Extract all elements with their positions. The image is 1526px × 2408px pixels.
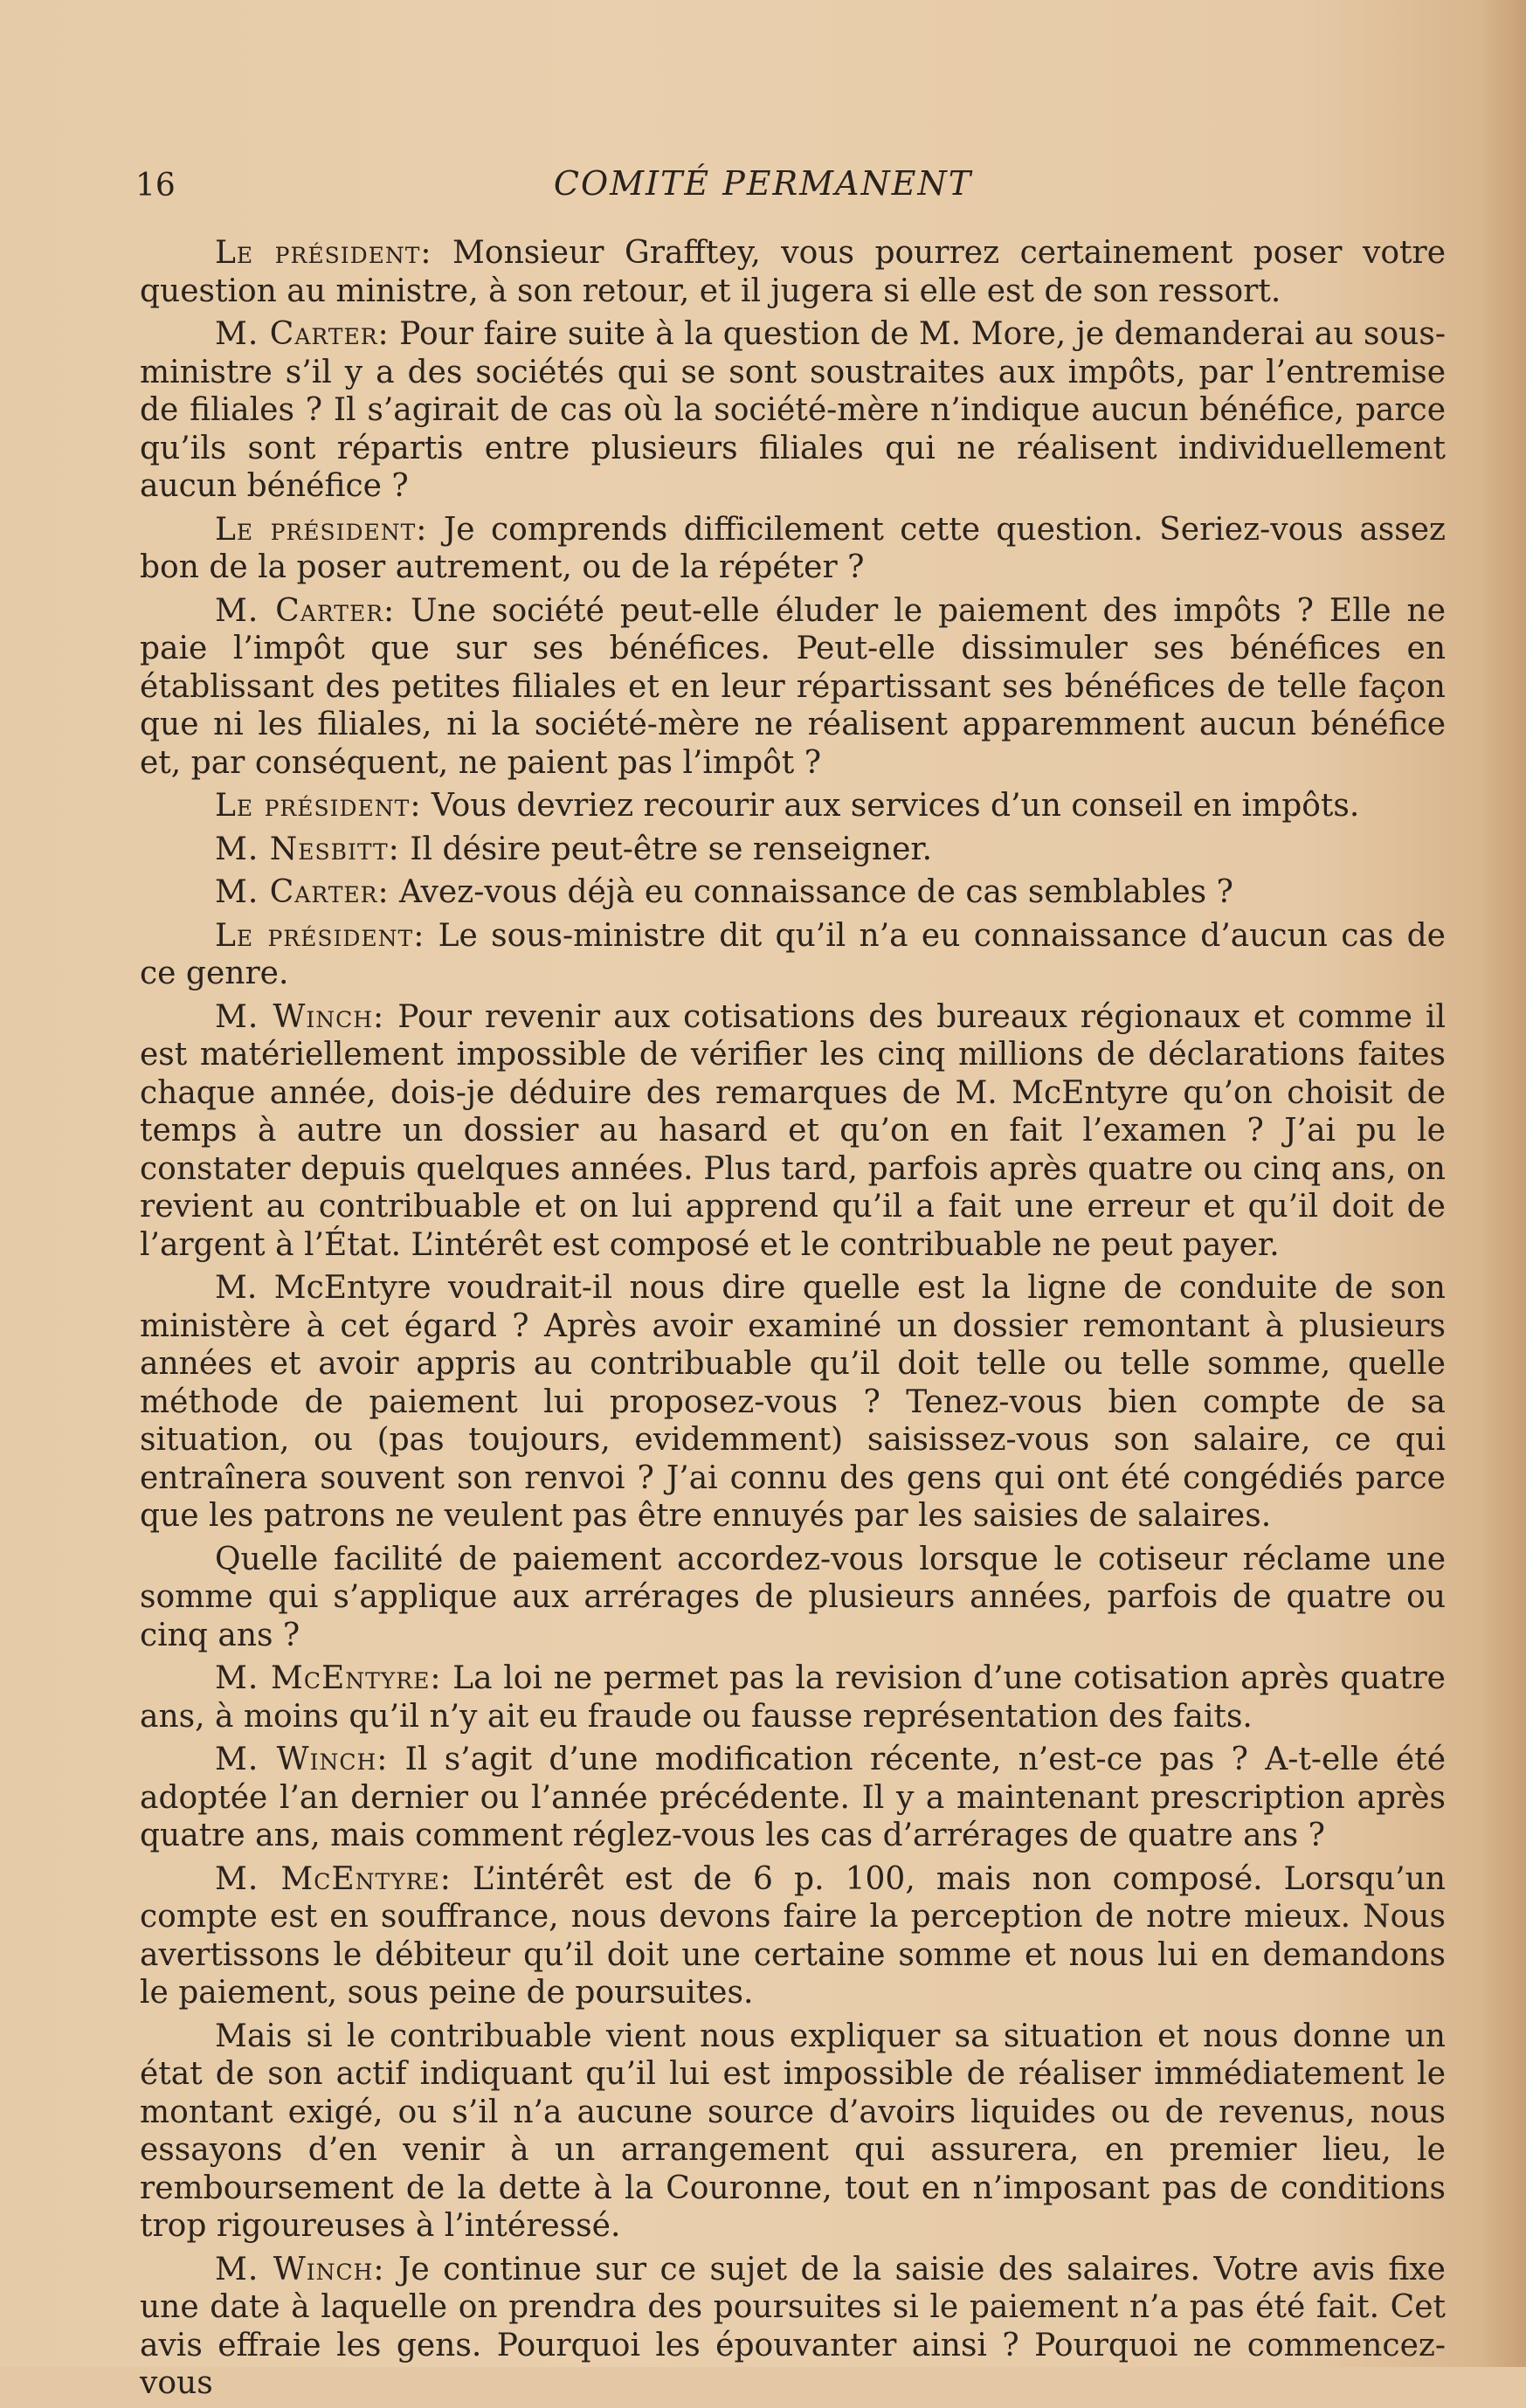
speaker-label: M. Carter: — [215, 874, 390, 910]
paragraph-text: Je comprends difficilement cette question. Seriez-vous assez bon de la poser autrement, ou de la répéter ? — [140, 511, 1446, 585]
paragraph-text: Pour revenir aux cotisations des bureaux régionaux et comme il est matériellement impossible de vérifier les cinq millions de déclarations faites chaque année, dois-je déduire des remarques de M. McEntyre qu’on choisit de temps à autre un dossier au hasard et qu’on en fait l’examen ? J’ai pu le constater depuis quelques années. Plus tard, parfois après quatre ou cinq ans, on revient au contribuable et on lui apprend qu’il a fait une erreur et qu’il doit de l’argent à l’État. L’intérêt est composé et le contribuable ne peut payer. — [140, 998, 1447, 1263]
paragraph-text: Quelle facilité de paiement accordez-vous lorsque le cotiseur réclame une somme qui s’applique aux arrérages de plusieurs années, parfois de quatre ou cinq ans ? — [140, 1541, 1446, 1653]
paragraph — [140, 998, 1446, 1265]
paragraph — [140, 2018, 1446, 2246]
paragraph-text: Il désire peut-être se renseigner. — [399, 831, 933, 867]
paragraph — [140, 787, 1446, 825]
speaker-label: Le président: — [215, 917, 425, 954]
speaker-label: M. Nesbitt: — [215, 831, 400, 867]
transcript-body — [140, 234, 1446, 2408]
paragraph-text: Pour faire suite à la question de M. More, je demanderai au sous-ministre s’il y a des sociétés qui se sont soustraites aux impôts, par l’entremise de filiales ? Il s’agirait de cas où la société-mère n’indique aucun bénéfice, parce qu’ils sont répartis entre plusieurs filiales qui ne réalisent individuellement aucun bénéfice ? — [140, 316, 1446, 504]
paragraph — [140, 2251, 1446, 2403]
speaker-label: M. McEntyre: — [215, 1860, 452, 1897]
paragraph — [140, 1860, 1446, 2012]
speaker-label: M. Carter: — [215, 316, 390, 352]
speaker-label: Le président: — [215, 788, 422, 824]
speaker-label: M. Winch: — [215, 998, 385, 1035]
paragraph — [140, 1741, 1446, 1855]
paragraph-text: L’intérêt est de 6 p. 100, mais non composé. Lorsqu’un compte est en souffrance, nous devons faire la perception de notre mieux. Nous avertissons le débiteur qu’il doit une certaine somme et nous lui en demandons le paiement, sous peine de poursuites. — [140, 1860, 1446, 2011]
paragraph-text: Il s’agit d’une modification récente, n’est-ce pas ? A-t-elle été adoptée l’an dernier ou l’année précédente. Il y a maintenant prescription après quatre ans, mais comment réglez-vous les cas d’arrérages de quatre ans ? — [140, 1742, 1447, 1853]
paragraph-text: Monsieur Grafftey, vous pourrez certainement poser votre question au ministre, à son retour, et il jugera si elle est de son ressort. — [140, 235, 1446, 309]
paragraph-text: La loi ne permet pas la revision d’une cotisation après quatre ans, à moins qu’il n’y ait eu fraude ou fausse représentation des faits. — [140, 1660, 1446, 1735]
speaker-label: Le président: — [215, 235, 432, 271]
paragraph-text: Le sous-ministre dit qu’il n’a eu connaissance d’aucun cas de ce genre. — [140, 917, 1446, 991]
paragraph — [140, 234, 1446, 310]
paragraph-text: Une société peut-elle éluder le paiement des impôts ? Elle ne paie l’impôt que sur ses bénéfices. Peut-elle dissimuler ses bénéfices en établissant des petites filiales et en leur répartissant ses bénéfices de telle façon que ni les filiales, ni la société-mère ne réalisent apparemment aucun bénéfice et, par conséquent, ne paient pas l’impôt ? — [140, 592, 1447, 781]
paragraph — [140, 592, 1446, 783]
paragraph — [140, 1269, 1446, 1535]
paragraph — [140, 831, 1446, 869]
paragraph — [140, 315, 1446, 506]
page-number: 16 — [135, 168, 176, 204]
paragraph-text: M. McEntyre voudrait-il nous dire quelle est la ligne de conduite de son ministère à cet égard ? Après avoir examiné un dossier remontant à plusieurs années et avoir appris au contribuable qu’il doit telle ou telle somme, quelle méthode de paiement lui proposez-vous ? Tenez-vous bien compte de sa situation, ou (pas toujours, evidemment) saisissez-vous son salaire, ce qui entraînera souvent son renvoi ? J’ai connu des gens qui ont été congédiés parce que les patrons ne veulent pas être ennuyés par les saisies de salaires. — [140, 1270, 1446, 1534]
paragraph-text: Mais si le contribuable vient nous expliquer sa situation et nous donne un état de son actif indiquant qu’il lui est impossible de réaliser immédiatement le montant exigé, ou s’il n’a aucune source d’avoirs liquides ou de revenus, nous essayons d’en venir à un arrangement qui assurera, en premier lieu, le remboursement de la dette à la Couronne, tout en n’imposant pas de conditions trop rigoureuses à l’intéressé. — [140, 2018, 1446, 2244]
speaker-label: M. McEntyre: — [215, 1660, 442, 1696]
running-title: COMITÉ PERMANENT — [553, 164, 973, 203]
paragraph-text: Avez-vous déjà eu connaissance de cas semblables ? — [389, 874, 1233, 910]
paragraph — [140, 873, 1446, 912]
paragraph — [140, 1541, 1446, 1655]
speaker-label: M. Winch: — [215, 1742, 389, 1777]
paragraph — [140, 917, 1446, 993]
speaker-label: M. Winch: — [215, 2251, 385, 2287]
speaker-label: Le président: — [215, 511, 428, 548]
paragraph — [140, 511, 1446, 587]
paragraph-text: Vous devriez recourir aux services d’un conseil en impôts. — [421, 788, 1360, 824]
speaker-label: M. Carter: — [215, 592, 396, 629]
paragraph — [140, 1659, 1446, 1735]
paragraph-text: Je continue sur ce sujet de la saisie des salaires. Votre avis fixe une date à laquelle on prendra des poursuites si le paiement n’a pas été fait. Cet avis effraie les gens. Pourquoi les épouvanter ainsi ? Pourquoi ne commencez-vous — [140, 2251, 1446, 2401]
